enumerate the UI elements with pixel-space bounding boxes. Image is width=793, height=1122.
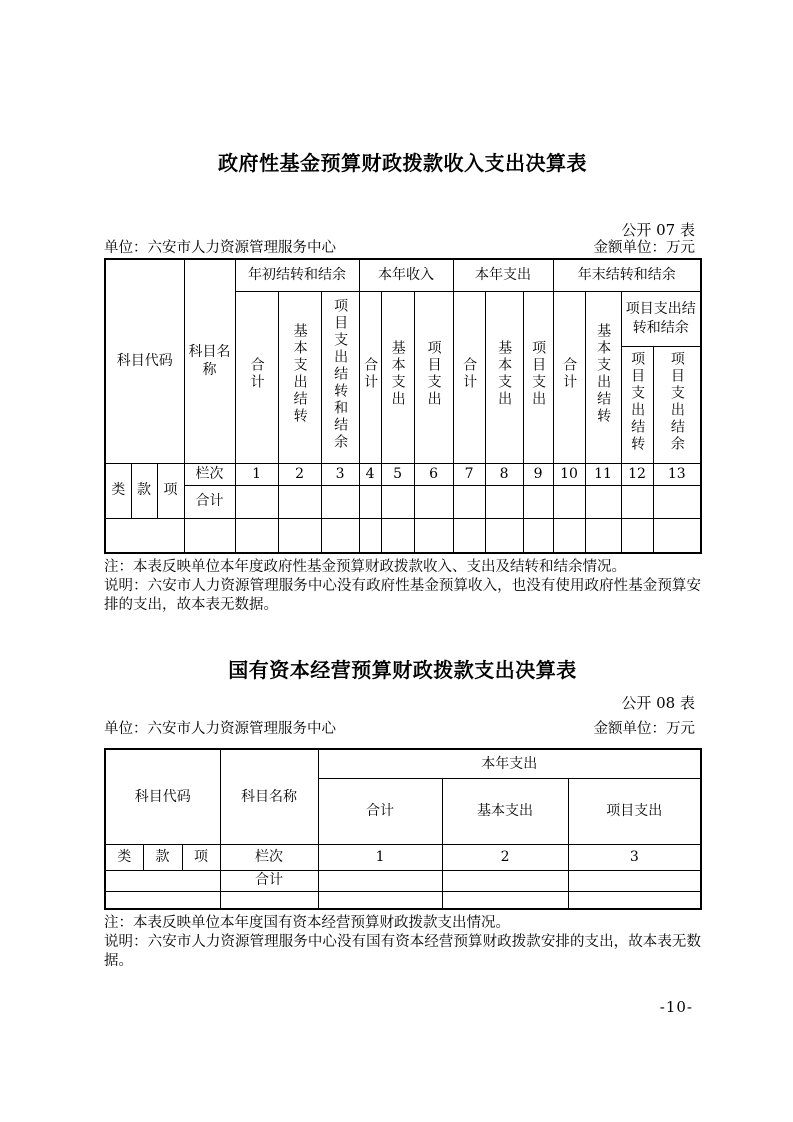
column-header-13-label: 项目支出结余	[668, 350, 685, 453]
column-header-6	[414, 291, 453, 463]
column-number-cell: 3	[568, 844, 701, 870]
column-header-project-expense: 项目支出	[568, 778, 701, 844]
table1-title: 政府性基金预算财政拨款收入支出决算表	[218, 151, 587, 175]
table2-notes	[104, 914, 701, 971]
data-cell	[523, 485, 553, 518]
header-subgroup-project-balance: 项目支出结转和结余	[621, 291, 701, 346]
data-cell	[523, 518, 553, 553]
column-header-13	[653, 346, 701, 463]
table1-number: 公开 07 表	[621, 221, 695, 239]
blank-code-cell	[105, 870, 220, 891]
column-header-11	[585, 291, 621, 463]
data-cell	[553, 518, 585, 553]
page-number: -10-	[659, 998, 693, 1016]
column-number-cell: 1	[235, 463, 278, 485]
header-group-begin-balance: 年初结转和结余	[235, 259, 359, 291]
column-header-7	[453, 291, 485, 463]
column-header-10-label: 合计	[561, 357, 578, 392]
column-number-cell: 3	[321, 463, 359, 485]
header-subject-code: 科目代码	[105, 259, 184, 463]
column-number-cell: 11	[585, 463, 621, 485]
data-cell	[381, 518, 414, 553]
column-number-cell: 12	[621, 463, 653, 485]
data-cell	[568, 891, 701, 909]
data-cell	[442, 891, 568, 909]
rank-label-cell: 栏次	[184, 463, 235, 485]
data-cell	[585, 518, 621, 553]
data-cell	[321, 518, 359, 553]
rank-label-cell: 栏次	[220, 844, 318, 870]
data-cell	[318, 891, 442, 909]
column-number-cell: 8	[485, 463, 523, 485]
gov-fund-budget-table	[104, 258, 702, 554]
column-header-10	[553, 291, 585, 463]
table2-title: 国有资本经营预算财政拨款支出决算表	[228, 658, 577, 682]
data-cell	[553, 485, 585, 518]
data-cell	[359, 518, 381, 553]
column-number-cell: 1	[318, 844, 442, 870]
data-cell	[414, 485, 453, 518]
data-cell	[442, 870, 568, 891]
code-section-cell: 款	[143, 844, 182, 870]
column-header-7-label: 合计	[461, 357, 478, 392]
header-group-end-balance: 年末结转和结余	[553, 259, 701, 291]
blank-code-cell	[105, 891, 220, 909]
column-header-4-label: 合计	[362, 357, 379, 392]
code-class-cell: 类	[105, 844, 143, 870]
column-header-5	[381, 291, 414, 463]
header-subject-name: 科目名称	[220, 749, 318, 844]
column-number-cell: 6	[414, 463, 453, 485]
column-header-2-label: 基本支出结转	[291, 323, 308, 426]
table2-meta-row	[104, 721, 701, 737]
column-header-9-label: 项目支出	[530, 340, 547, 409]
blank-name-cell	[184, 518, 235, 553]
column-number-cell: 9	[523, 463, 553, 485]
data-cell	[321, 485, 359, 518]
header-subject-name: 科目名称	[184, 259, 235, 463]
data-cell	[381, 485, 414, 518]
column-number-cell: 7	[453, 463, 485, 485]
code-class-cell: 类	[105, 463, 131, 518]
column-header-4	[359, 291, 381, 463]
column-header-1-label: 合计	[248, 357, 265, 392]
column-header-3-label: 项目支出结转和结余	[332, 297, 349, 451]
table1-notes	[104, 558, 701, 615]
column-header-9	[523, 291, 553, 463]
table1-unit-label: 单位：六安市人力资源管理服务中心	[104, 240, 336, 256]
table1-note: 注：本表反映单位本年度政府性基金预算财政拨款收入、支出及结转和结余情况。	[104, 559, 626, 575]
table2-number: 公开 08 表	[621, 694, 695, 712]
data-cell	[485, 485, 523, 518]
data-cell	[653, 518, 701, 553]
header-group-year-expense: 本年支出	[453, 259, 553, 291]
data-cell	[485, 518, 523, 553]
column-header-12	[621, 346, 653, 463]
table2-amount-unit-label: 金额单位：万元	[593, 721, 695, 737]
data-cell	[568, 870, 701, 891]
data-cell	[621, 485, 653, 518]
data-cell	[318, 870, 442, 891]
state-capital-budget-table	[104, 748, 702, 910]
table2-remark: 说明：六安市人力资源管理服务中心没有国有资本经营预算财政拨款安排的支出，故本表无数据。	[104, 934, 701, 969]
data-cell	[359, 485, 381, 518]
column-number-cell: 4	[359, 463, 381, 485]
column-header-basic-expense: 基本支出	[442, 778, 568, 844]
blank-code-cell	[105, 518, 184, 553]
table2-unit-label: 单位：六安市人力资源管理服务中心	[104, 721, 336, 737]
column-header-total: 合计	[318, 778, 442, 844]
table2-note: 注：本表反映单位本年度国有资本经营预算财政拨款支出情况。	[104, 915, 510, 931]
column-header-1	[235, 291, 278, 463]
data-cell	[453, 485, 485, 518]
column-header-6-label: 项目支出	[425, 340, 442, 409]
code-item-cell: 项	[157, 463, 184, 518]
table1-remark: 说明：六安市人力资源管理服务中心没有政府性基金预算收入，也没有使用政府性基金预算安排的支出，故本表无数据。	[104, 578, 701, 613]
data-cell	[235, 485, 278, 518]
column-number-cell: 2	[278, 463, 321, 485]
column-number-cell: 5	[381, 463, 414, 485]
header-group-year-income: 本年收入	[359, 259, 453, 291]
column-header-8-label: 基本支出	[496, 340, 513, 409]
header-subject-code: 科目代码	[105, 749, 220, 844]
data-cell	[278, 485, 321, 518]
column-number-cell: 10	[553, 463, 585, 485]
header-group-year-expense: 本年支出	[318, 749, 701, 778]
column-header-11-label: 基本支出结转	[595, 323, 612, 426]
column-header-12-label: 项目支出结转	[629, 350, 646, 453]
column-number-cell: 13	[653, 463, 701, 485]
data-cell	[653, 485, 701, 518]
column-header-5-label: 基本支出	[389, 340, 406, 409]
column-header-3	[321, 291, 359, 463]
column-number-cell: 2	[442, 844, 568, 870]
code-item-cell: 项	[182, 844, 220, 870]
total-row-label: 合计	[220, 870, 318, 891]
data-cell	[453, 518, 485, 553]
code-section-cell: 款	[131, 463, 157, 518]
column-header-2	[278, 291, 321, 463]
table1-meta-row	[104, 240, 701, 256]
column-header-8	[485, 291, 523, 463]
data-cell	[585, 485, 621, 518]
table1-amount-unit-label: 金额单位：万元	[593, 240, 695, 256]
data-cell	[278, 518, 321, 553]
data-cell	[235, 518, 278, 553]
total-row-label: 合计	[184, 485, 235, 518]
page-content	[104, 0, 701, 1016]
blank-name-cell	[220, 891, 318, 909]
data-cell	[414, 518, 453, 553]
data-cell	[621, 518, 653, 553]
